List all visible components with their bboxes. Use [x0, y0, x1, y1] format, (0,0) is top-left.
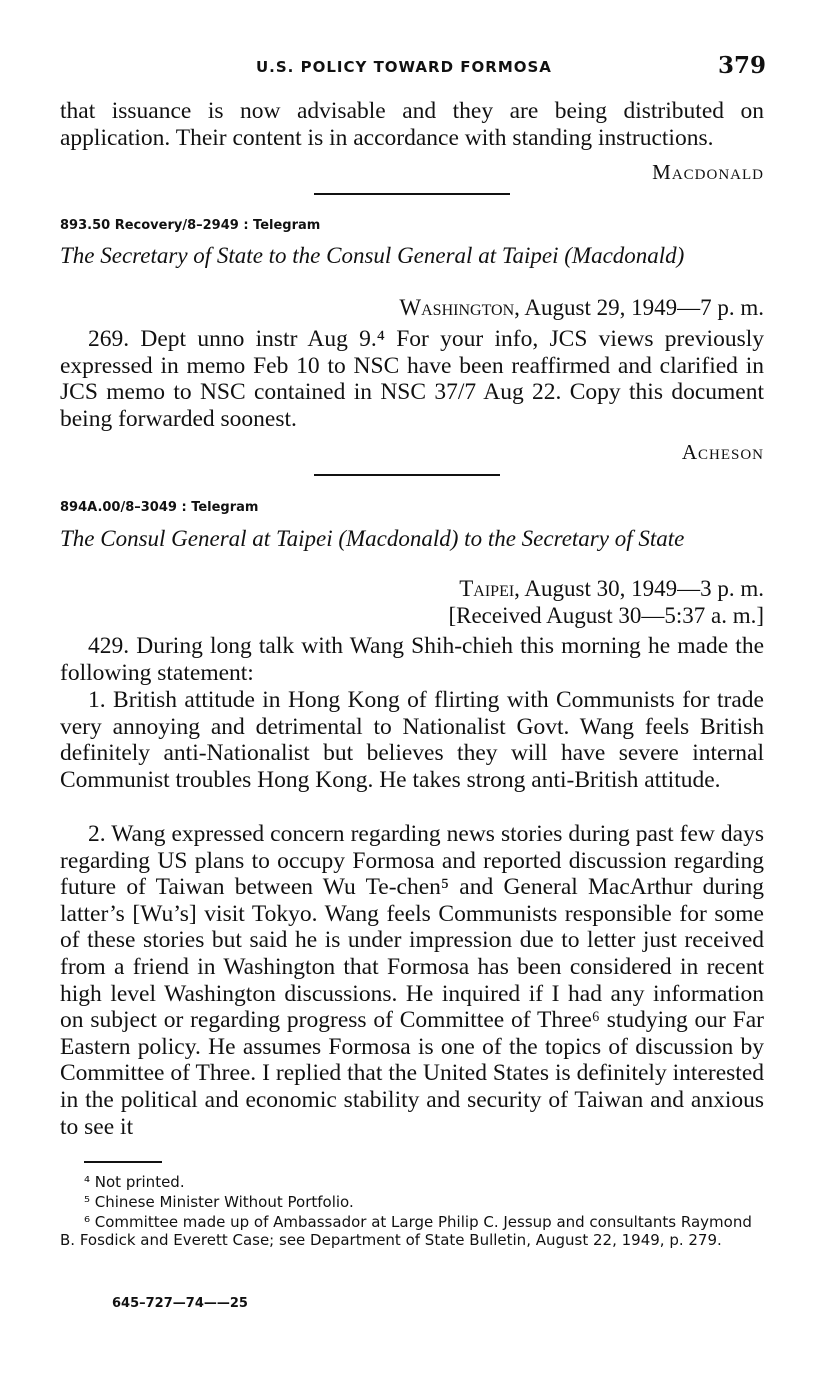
- continued-paragraph: that issuance is now advisable and they are being distributed on application. Their content is in accordance with standing instructions.: [60, 98, 764, 151]
- section-divider: [314, 474, 500, 476]
- telegram-point-1: 1. British attitude in Hong Kong of flirting with Communists for trade very annoying and detrimental to Nationalist Govt. Wang feels British definitely anti-Nationalist but believes they will have severe internal Communist troubles Hong Kong. He takes strong anti-British attitude.: [60, 687, 764, 793]
- dateline-place: Taipei: [459, 576, 515, 601]
- footnote-5: ⁵ Chinese Minister Without Portfolio.: [84, 1193, 354, 1211]
- dateline-date: , August 30, 1949—3 p. m.: [514, 576, 764, 601]
- running-header: [58, 52, 766, 82]
- page-number: 379: [717, 52, 766, 79]
- dateline: [399, 295, 764, 321]
- print-code: 645–727—74——25: [112, 1296, 248, 1311]
- received-line: [Received August 30—5:37 a. m.]: [448, 603, 764, 628]
- telegram-point-2: 2. Wang expressed concern regarding news stories during past few days regarding US plans to occupy Formosa and reported discussion regarding future of Taiwan between Wu Te-chen⁵ and General MacArthur during latter’s [Wu’s] visit Tokyo. Wang feels Communists responsible for some of these stories but said he is under impression due to letter just received from a friend in Washington that Formosa has been considered in recent high level Washington discussions. He inquired if I had any information on subject or regarding progress of Committee of Three⁶ studying our Far Eastern policy. He assumes Formosa is one of the topics of discussion by Committee of Three. I replied that the United States is definitely interested in the political and economic stability and security of Taiwan and anxious to see it: [60, 821, 764, 1140]
- running-title: U.S. POLICY TOWARD FORMOSA: [256, 58, 552, 76]
- signature-macdonald: Macdonald: [652, 160, 764, 184]
- section-divider: [314, 193, 510, 195]
- document-title: The Secretary of State to the Consul General at Taipei (Macdonald): [60, 243, 685, 268]
- dateline-date: , August 29, 1949—7 p. m.: [514, 295, 764, 320]
- signature-acheson: Acheson: [681, 440, 764, 464]
- telegram-intro: 429. During long talk with Wang Shih-chieh this morning he made the following statement:: [60, 633, 764, 686]
- dateline-place: Washington: [399, 295, 515, 320]
- document-title: The Consul General at Taipei (Macdonald) to the Secretary of State: [60, 526, 685, 551]
- file-reference: 894A.00/8–3049 : Telegram: [60, 500, 259, 515]
- footnote-6: ⁶ Committee made up of Ambassador at Large Philip C. Jessup and consultants Raymond B. Fosdick and Everett Case; see Department of State Bulletin, August 22, 1949, p. 279.: [60, 1213, 752, 1249]
- file-reference: 893.50 Recovery/8–2949 : Telegram: [60, 218, 321, 233]
- footnote-rule: [84, 1161, 162, 1163]
- dateline: [459, 576, 764, 602]
- footnote-4: ⁴ Not printed.: [84, 1173, 185, 1191]
- telegram-body: 269. Dept unno instr Aug 9.⁴ For your info, JCS views previously expressed in memo Feb 10 to NSC have been reaffirmed and clarified in JCS memo to NSC contained in NSC 37/7 Aug 22. Copy this document being forwarded soonest.: [60, 326, 764, 432]
